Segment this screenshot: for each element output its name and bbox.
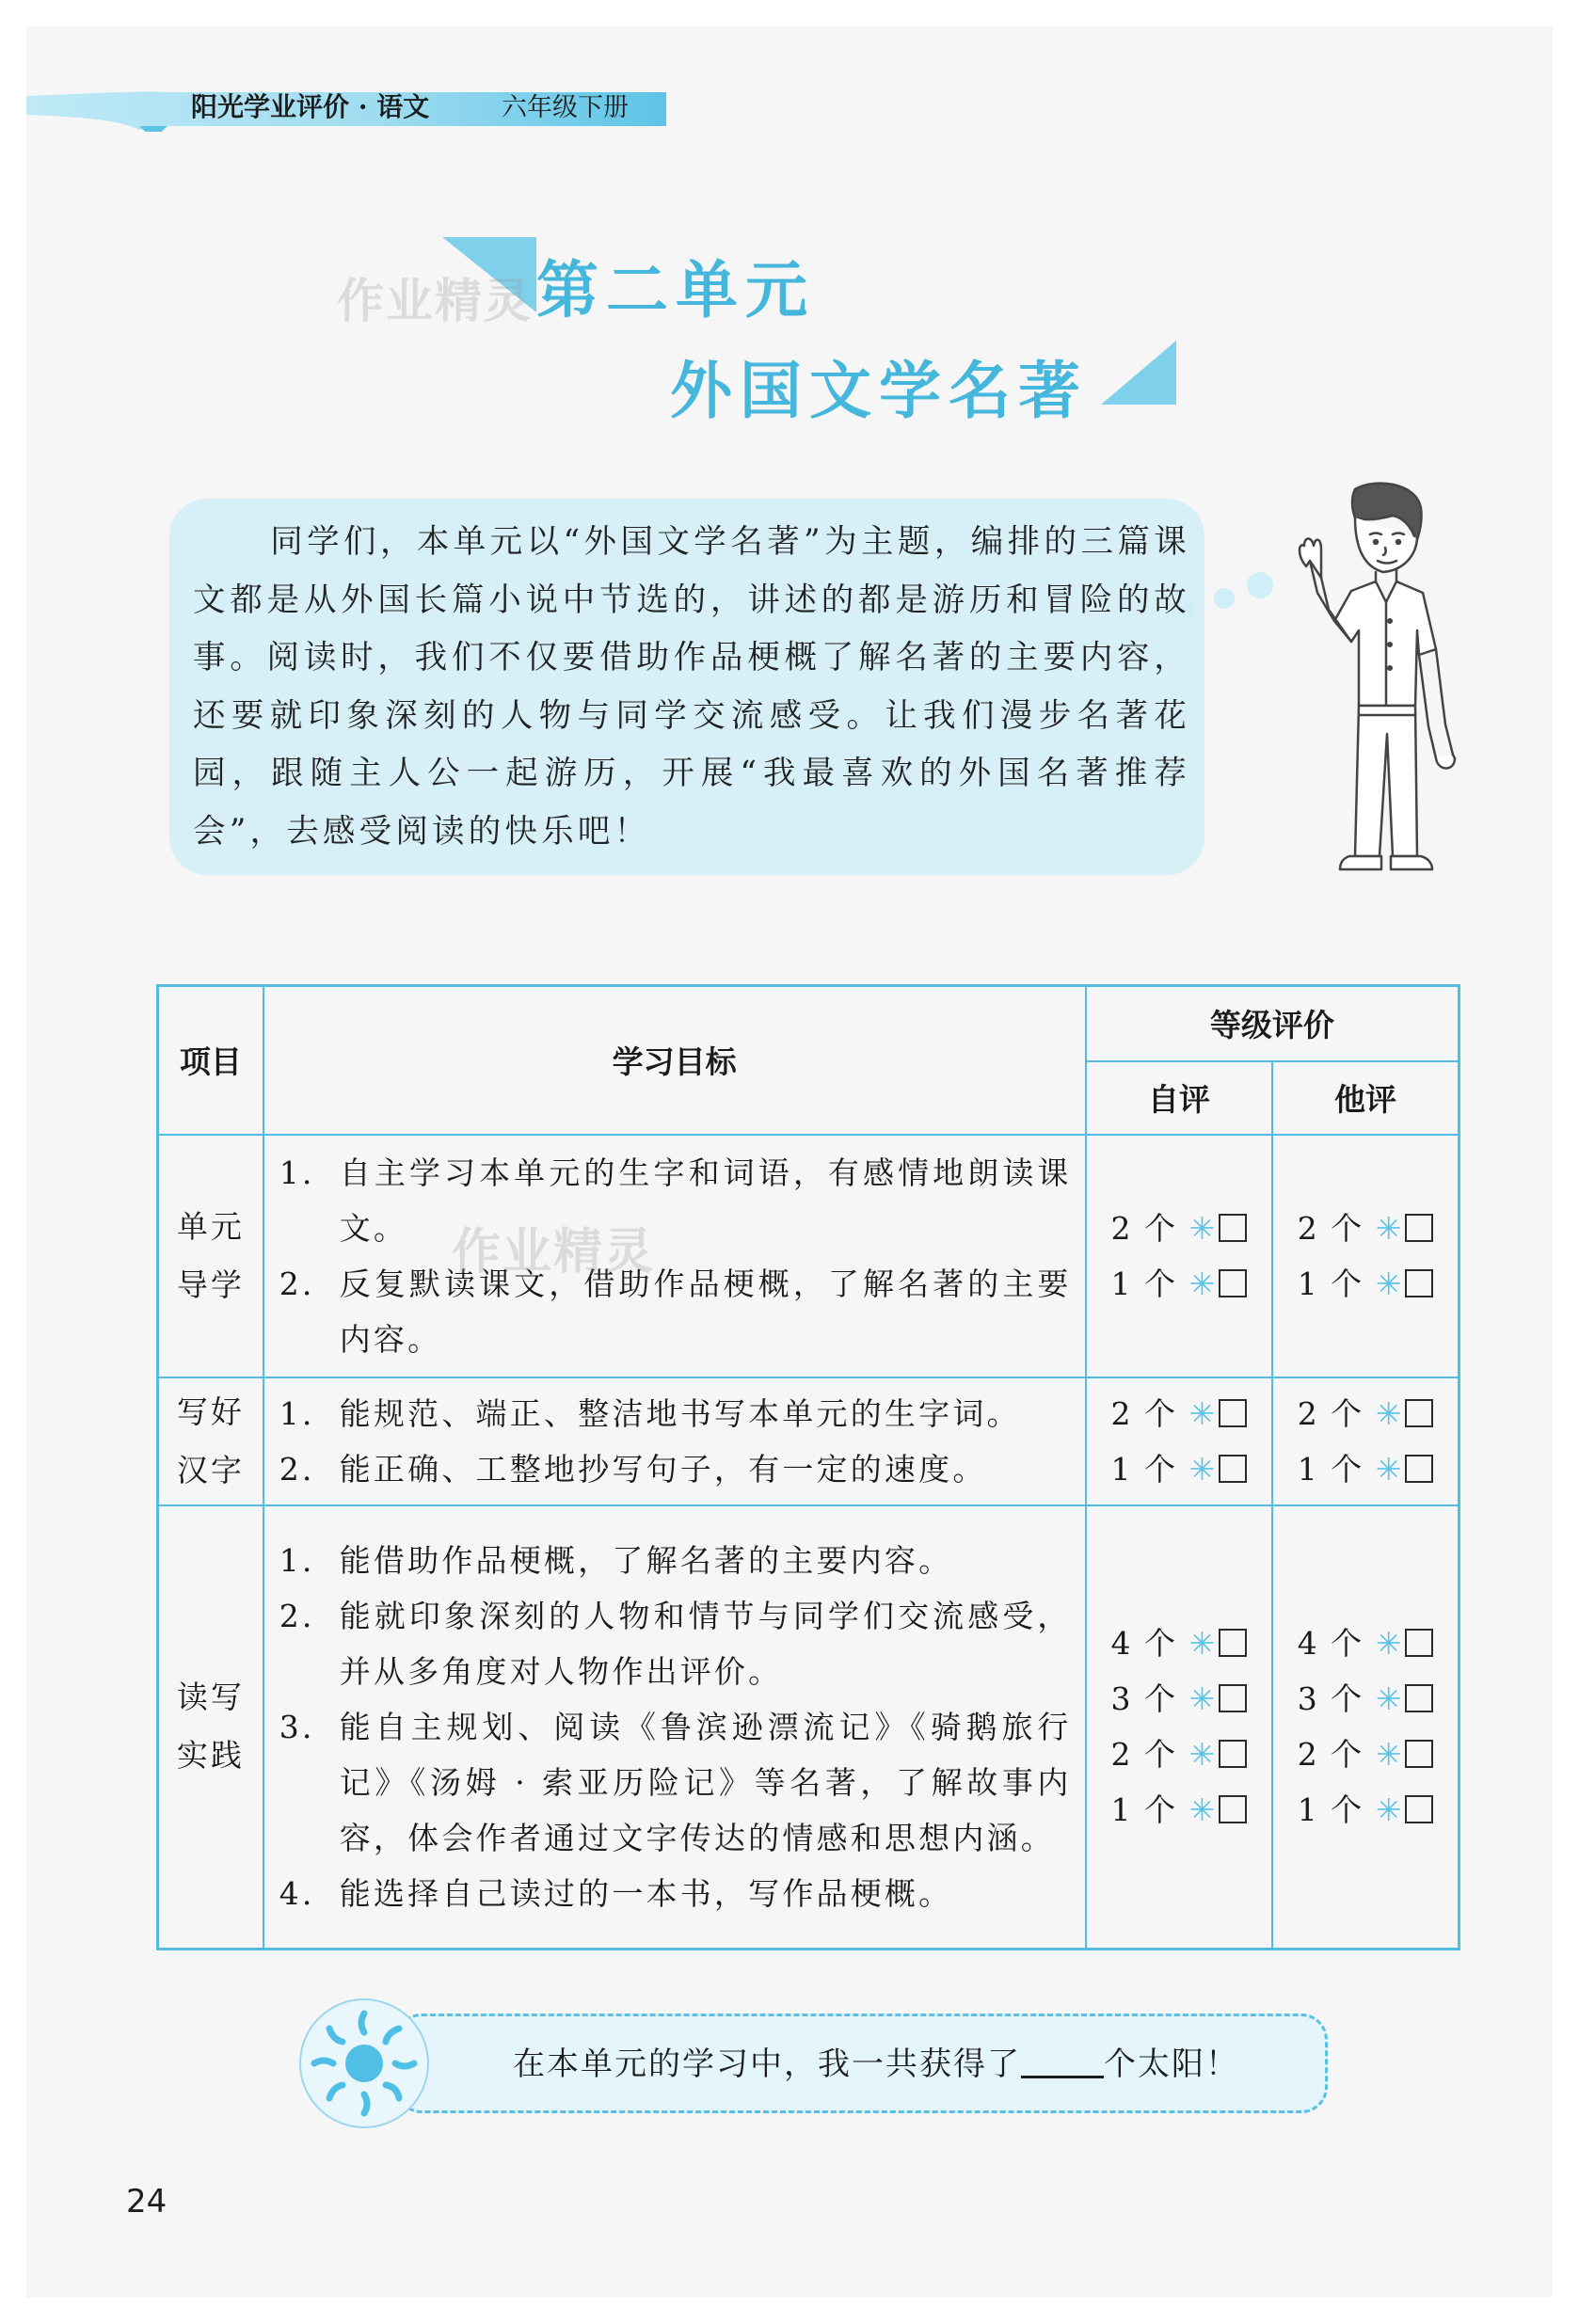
- checkbox-icon[interactable]: [1405, 1399, 1433, 1427]
- goal-text: 能选择自己读过的一本书，写作品梗概。: [339, 1874, 953, 1912]
- page-number: 24: [126, 2183, 167, 2221]
- goal-item: [264, 1256, 1072, 1367]
- other-rating: [1272, 1505, 1459, 1950]
- rating-line: [1087, 1256, 1271, 1312]
- row-item-label: [158, 1505, 263, 1950]
- sun-star-icon: ✳: [1375, 1450, 1404, 1488]
- item-line: 汉字: [176, 1451, 245, 1488]
- checkbox-icon[interactable]: [1405, 1795, 1433, 1823]
- sun-star-icon: ✳: [1188, 1791, 1218, 1829]
- checkbox-icon[interactable]: [1405, 1629, 1433, 1657]
- rating-count: 2 个: [1297, 1736, 1364, 1774]
- goal-text: 自主学习本单元的生字和词语，有感情地朗读课文。: [339, 1154, 1072, 1247]
- item-line: 读写: [176, 1679, 245, 1716]
- title-triangle-right: [1101, 341, 1176, 405]
- goal-number: 1.: [279, 1154, 315, 1191]
- table-row: [158, 1135, 1459, 1377]
- goal-number: 2.: [279, 1597, 315, 1634]
- goal-number: 2.: [279, 1450, 315, 1488]
- sun-star-icon: ✳: [1188, 1265, 1218, 1302]
- goal-text: 能借助作品梗概，了解名著的主要内容。: [339, 1541, 953, 1579]
- other-rating: [1272, 1377, 1459, 1505]
- goal-text: 能就印象深刻的人物和情节与同学们交流感受，并从多角度对人物作出评价。: [339, 1597, 1072, 1690]
- checkbox-icon[interactable]: [1405, 1214, 1433, 1242]
- rating-line: [1087, 1782, 1271, 1838]
- rating-line: [1087, 1386, 1271, 1441]
- sun-star-icon: ✳: [1188, 1680, 1218, 1718]
- intro-text: [193, 514, 1190, 861]
- rating-line: [1087, 1616, 1271, 1671]
- rating-count: 4 个: [1110, 1625, 1177, 1663]
- intro-paragraph: 同学们，本单元以“外国文学名著”为主题，编排的三篇课文都是从外国长篇小说中节选的，讲述的都是游历和冒险的故事。阅读时，我们不仅要借助作品梗概了解名著的主要内容，还要就印象深刻的人物与同学交流感受。让我们漫步名著花园，跟随主人公一起游历，开展“我最喜欢的外国名著推荐会”，去感受阅读的快乐吧！: [193, 523, 1190, 851]
- unit-title: 第二单元: [536, 253, 815, 326]
- checkbox-icon[interactable]: [1405, 1740, 1433, 1768]
- rating-line: [1273, 1727, 1458, 1782]
- row-goals: [263, 1135, 1086, 1377]
- rating-count: 2 个: [1110, 1209, 1177, 1247]
- item-line: 单元: [176, 1207, 245, 1245]
- row-item-label: [158, 1135, 263, 1377]
- rating-count: 1 个: [1297, 1450, 1364, 1488]
- rating-line: [1087, 1201, 1271, 1256]
- rating-line: [1273, 1671, 1458, 1727]
- sun-star-icon: ✳: [1375, 1265, 1404, 1302]
- checkbox-icon[interactable]: [1405, 1684, 1433, 1712]
- sun-star-icon: ✳: [1375, 1209, 1404, 1247]
- boy-illustration: [1261, 480, 1487, 884]
- sun-star-icon: ✳: [1188, 1450, 1218, 1488]
- sun-star-icon: ✳: [1375, 1791, 1404, 1829]
- checkbox-icon[interactable]: [1219, 1795, 1247, 1823]
- goal-item: [264, 1588, 1072, 1699]
- checkbox-icon[interactable]: [1219, 1684, 1247, 1712]
- sun-prefix: 在本单元的学习中，我一共获得了: [513, 2045, 1021, 2083]
- checkbox-icon[interactable]: [1219, 1399, 1247, 1427]
- watermark: 作业精灵: [452, 1224, 656, 1281]
- header-goal: 学习目标: [263, 986, 1086, 1135]
- rating-count: 1 个: [1110, 1265, 1177, 1302]
- row-goals: [263, 1377, 1086, 1505]
- rating-count: 4 个: [1297, 1625, 1364, 1663]
- rating-count: 1 个: [1297, 1791, 1364, 1829]
- self-rating: [1086, 1135, 1272, 1377]
- rating-count: 1 个: [1110, 1450, 1177, 1488]
- table-row: [158, 1505, 1459, 1950]
- checkbox-icon[interactable]: [1219, 1214, 1247, 1242]
- sun-icon: [294, 1993, 435, 2134]
- goal-item: [264, 1533, 1072, 1588]
- rating-count: 1 个: [1110, 1791, 1177, 1829]
- row-item-label: [158, 1377, 263, 1505]
- rating-count: 2 个: [1297, 1209, 1364, 1247]
- other-rating: [1272, 1135, 1459, 1377]
- goal-item: [264, 1699, 1072, 1866]
- goal-item: [264, 1145, 1072, 1256]
- sun-star-icon: ✳: [1188, 1394, 1218, 1432]
- sun-star-icon: ✳: [1188, 1736, 1218, 1774]
- goal-text: 反复默读课文，借助作品梗概，了解名著的主要内容。: [339, 1265, 1072, 1358]
- rating-count: 3 个: [1297, 1680, 1364, 1718]
- rating-count: 2 个: [1297, 1394, 1364, 1432]
- header-grade: 等级评价: [1086, 986, 1459, 1061]
- checkbox-icon[interactable]: [1219, 1269, 1247, 1297]
- goal-text: 能规范、端正、整洁地书写本单元的生字词。: [339, 1394, 1021, 1432]
- rating-line: [1087, 1671, 1271, 1727]
- series-title: 阳光学业评价 · 语文: [191, 91, 430, 122]
- checkbox-icon[interactable]: [1219, 1455, 1247, 1483]
- rating-count: 1 个: [1297, 1265, 1364, 1302]
- self-rating: [1086, 1505, 1272, 1950]
- header-ribbon: [26, 73, 666, 132]
- item-line: 导学: [176, 1265, 245, 1303]
- checkbox-icon[interactable]: [1405, 1269, 1433, 1297]
- rating-line: [1273, 1386, 1458, 1441]
- rating-line: [1273, 1782, 1458, 1838]
- rating-count: 2 个: [1110, 1736, 1177, 1774]
- sun-star-icon: ✳: [1188, 1209, 1218, 1247]
- grade-label: 六年级下册: [502, 93, 629, 122]
- row-goals: [263, 1505, 1086, 1950]
- goal-item: [264, 1386, 1072, 1441]
- rating-line: [1273, 1616, 1458, 1671]
- rating-count: 2 个: [1110, 1394, 1177, 1432]
- watermark: 作业精灵: [337, 274, 533, 328]
- sun-suffix: 个太阳！: [1104, 2045, 1239, 2083]
- goal-number: 4.: [279, 1874, 315, 1912]
- goal-text: 能正确、工整地抄写句子，有一定的速度。: [339, 1450, 987, 1488]
- checkbox-icon[interactable]: [1219, 1629, 1247, 1657]
- goal-number: 1.: [279, 1541, 315, 1579]
- sun-star-icon: ✳: [1375, 1625, 1404, 1663]
- rating-line: [1087, 1441, 1271, 1497]
- goal-text: 能自主规划、阅读《鲁滨逊漂流记》《骑鹅旅行记》《汤姆 · 索亚历险记》等名著，了解故事内容，体会作者通过文字传达的情感和思想内涵。: [339, 1708, 1072, 1856]
- header-self: 自评: [1086, 1061, 1272, 1135]
- rating-count: 3 个: [1110, 1680, 1177, 1718]
- checkbox-icon[interactable]: [1219, 1740, 1247, 1768]
- goal-item: [264, 1441, 1072, 1497]
- goal-number: 3.: [279, 1708, 315, 1745]
- rating-line: [1273, 1201, 1458, 1256]
- item-line: 写好: [176, 1393, 245, 1430]
- sun-star-icon: ✳: [1375, 1680, 1404, 1718]
- evaluation-table: [156, 984, 1460, 1950]
- rating-line: [1273, 1256, 1458, 1312]
- rating-line: [1087, 1727, 1271, 1782]
- sun-summary-text: [513, 2038, 1239, 2084]
- sun-star-icon: ✳: [1375, 1394, 1404, 1432]
- header-item: 项目: [158, 986, 263, 1135]
- goal-number: 1.: [279, 1394, 315, 1432]
- table-row: [158, 1377, 1459, 1505]
- header-other: 他评: [1272, 1061, 1459, 1135]
- checkbox-icon[interactable]: [1405, 1455, 1433, 1483]
- decor-dot: [1214, 588, 1235, 609]
- goal-number: 2.: [279, 1265, 315, 1302]
- sun-count-blank[interactable]: [1021, 2047, 1104, 2078]
- goal-item: [264, 1866, 1072, 1921]
- rating-line: [1273, 1441, 1458, 1497]
- sun-star-icon: ✳: [1375, 1736, 1404, 1774]
- item-line: 实践: [176, 1737, 245, 1775]
- sun-star-icon: ✳: [1188, 1625, 1218, 1663]
- unit-subtitle: 外国文学名著: [670, 354, 1088, 427]
- self-rating: [1086, 1377, 1272, 1505]
